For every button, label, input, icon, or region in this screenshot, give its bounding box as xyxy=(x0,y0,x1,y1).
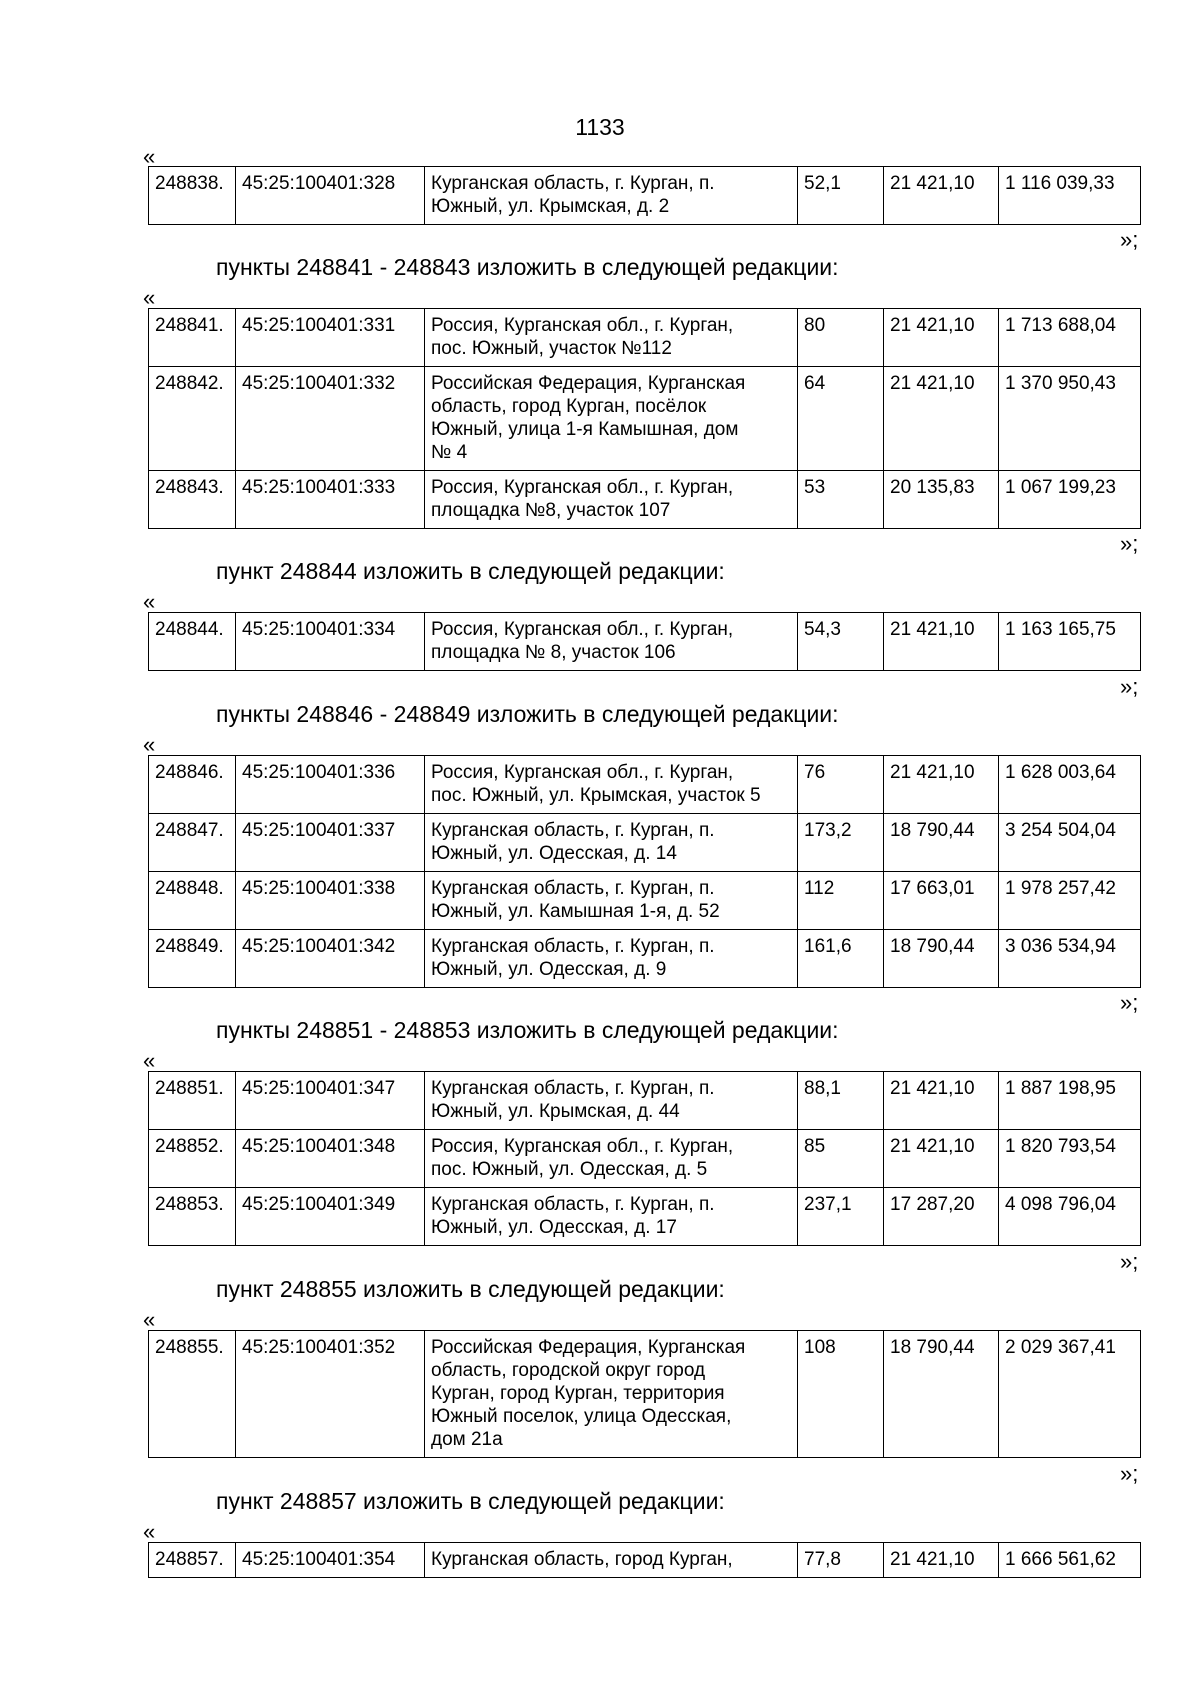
registry-table xyxy=(148,166,1141,225)
registry-table xyxy=(148,1542,1141,1578)
table-row xyxy=(149,1130,1141,1188)
price-per-unit: 17 663,01 xyxy=(884,872,999,930)
cadastral-number: 45:25:100401:336 xyxy=(236,756,425,814)
area: 85 xyxy=(798,1130,884,1188)
cadastral-value: 1 978 257,42 xyxy=(999,872,1141,930)
table-row xyxy=(149,930,1141,988)
address: Курганская область, г. Курган, п. Южный, ул. Одесская, д. 14 xyxy=(425,814,798,872)
price-per-unit: 21 421,10 xyxy=(884,367,999,471)
price-per-unit: 21 421,10 xyxy=(884,309,999,367)
section-heading: пункт 248857 изложить в следующей редакции: xyxy=(216,1488,725,1514)
section-heading: пункты 248841 - 248843 изложить в следующей редакции: xyxy=(216,254,839,280)
area: 161,6 xyxy=(798,930,884,988)
page-number: 1133 xyxy=(575,114,625,140)
address: Курганская область, г. Курган, п. Южный, ул. Крымская, д. 2 xyxy=(425,167,798,225)
cadastral-value: 1 116 039,33 xyxy=(999,167,1141,225)
quote-open: « xyxy=(143,285,156,310)
row-number: 248851. xyxy=(149,1072,236,1130)
price-per-unit: 18 790,44 xyxy=(884,930,999,988)
row-number: 248846. xyxy=(149,756,236,814)
table-row xyxy=(149,1331,1141,1458)
row-number: 248844. xyxy=(149,613,236,671)
registry-table xyxy=(148,1330,1141,1458)
registry-table xyxy=(148,612,1141,671)
cadastral-value: 2 029 367,41 xyxy=(999,1331,1141,1458)
row-number: 248849. xyxy=(149,930,236,988)
area: 108 xyxy=(798,1331,884,1458)
row-number: 248843. xyxy=(149,471,236,529)
row-number: 248857. xyxy=(149,1543,236,1578)
quote-close: »; xyxy=(1120,1461,1139,1486)
cadastral-number: 45:25:100401:348 xyxy=(236,1130,425,1188)
table-row xyxy=(149,471,1141,529)
area: 88,1 xyxy=(798,1072,884,1130)
table-row xyxy=(149,814,1141,872)
registry-table xyxy=(148,1071,1141,1246)
cadastral-number: 45:25:100401:342 xyxy=(236,930,425,988)
quote-close: »; xyxy=(1120,531,1139,556)
price-per-unit: 21 421,10 xyxy=(884,1543,999,1578)
cadastral-value: 1 628 003,64 xyxy=(999,756,1141,814)
address: Курганская область, г. Курган, п. Южный, ул. Одесская, д. 17 xyxy=(425,1188,798,1246)
section-heading: пункт 248855 изложить в следующей редакции: xyxy=(216,1276,725,1302)
cadastral-number: 45:25:100401:328 xyxy=(236,167,425,225)
cadastral-number: 45:25:100401:354 xyxy=(236,1543,425,1578)
quote-close: »; xyxy=(1120,990,1139,1015)
quote-open: « xyxy=(143,589,156,614)
table-row xyxy=(149,756,1141,814)
table-row xyxy=(149,1072,1141,1130)
quote-open: « xyxy=(143,1519,156,1544)
area: 52,1 xyxy=(798,167,884,225)
table-row xyxy=(149,872,1141,930)
cadastral-value: 3 254 504,04 xyxy=(999,814,1141,872)
quote-close: »; xyxy=(1120,1249,1139,1274)
cadastral-number: 45:25:100401:352 xyxy=(236,1331,425,1458)
area: 54,3 xyxy=(798,613,884,671)
row-number: 248848. xyxy=(149,872,236,930)
table-row xyxy=(149,367,1141,471)
price-per-unit: 21 421,10 xyxy=(884,1130,999,1188)
address: Курганская область, г. Курган, п. Южный, ул. Камышная 1-я, д. 52 xyxy=(425,872,798,930)
address: Курганская область, г. Курган, п. Южный, ул. Одесская, д. 9 xyxy=(425,930,798,988)
row-number: 248855. xyxy=(149,1331,236,1458)
row-number: 248852. xyxy=(149,1130,236,1188)
area: 237,1 xyxy=(798,1188,884,1246)
area: 173,2 xyxy=(798,814,884,872)
quote-open: « xyxy=(143,1307,156,1332)
cadastral-value: 3 036 534,94 xyxy=(999,930,1141,988)
address: Курганская область, г. Курган, п. Южный, ул. Крымская, д. 44 xyxy=(425,1072,798,1130)
cadastral-value: 1 067 199,23 xyxy=(999,471,1141,529)
quote-open: « xyxy=(143,732,156,757)
table-row xyxy=(149,309,1141,367)
cadastral-number: 45:25:100401:347 xyxy=(236,1072,425,1130)
cadastral-number: 45:25:100401:338 xyxy=(236,872,425,930)
address: Российская Федерация, Курганская область, городской округ город Курган, город Курган, территория Южный поселок, улица Одесская, дом 21а xyxy=(425,1331,798,1458)
price-per-unit: 20 135,83 xyxy=(884,471,999,529)
section-heading: пункт 248844 изложить в следующей редакции: xyxy=(216,558,725,584)
registry-table xyxy=(148,755,1141,988)
area: 77,8 xyxy=(798,1543,884,1578)
row-number: 248853. xyxy=(149,1188,236,1246)
cadastral-number: 45:25:100401:332 xyxy=(236,367,425,471)
cadastral-value: 4 098 796,04 xyxy=(999,1188,1141,1246)
cadastral-value: 1 820 793,54 xyxy=(999,1130,1141,1188)
area: 80 xyxy=(798,309,884,367)
registry-table xyxy=(148,308,1141,529)
address: Российская Федерация, Курганская область, город Курган, посёлок Южный, улица 1-я Камышная, дом № 4 xyxy=(425,367,798,471)
cadastral-value: 1 163 165,75 xyxy=(999,613,1141,671)
address: Россия, Курганская обл., г. Курган, пос. Южный, ул. Одесская, д. 5 xyxy=(425,1130,798,1188)
price-per-unit: 18 790,44 xyxy=(884,814,999,872)
table-row xyxy=(149,1543,1141,1578)
quote-close: »; xyxy=(1120,227,1139,252)
cadastral-number: 45:25:100401:331 xyxy=(236,309,425,367)
table-row xyxy=(149,167,1141,225)
cadastral-number: 45:25:100401:334 xyxy=(236,613,425,671)
area: 64 xyxy=(798,367,884,471)
price-per-unit: 17 287,20 xyxy=(884,1188,999,1246)
area: 53 xyxy=(798,471,884,529)
section-heading: пункты 248851 - 248853 изложить в следующей редакции: xyxy=(216,1017,839,1043)
price-per-unit: 21 421,10 xyxy=(884,613,999,671)
cadastral-number: 45:25:100401:333 xyxy=(236,471,425,529)
cadastral-value: 1 370 950,43 xyxy=(999,367,1141,471)
row-number: 248847. xyxy=(149,814,236,872)
price-per-unit: 21 421,10 xyxy=(884,167,999,225)
row-number: 248838. xyxy=(149,167,236,225)
cadastral-number: 45:25:100401:337 xyxy=(236,814,425,872)
table-row xyxy=(149,613,1141,671)
address: Россия, Курганская обл., г. Курган, площадка №8, участок 107 xyxy=(425,471,798,529)
price-per-unit: 21 421,10 xyxy=(884,1072,999,1130)
address: Россия, Курганская обл., г. Курган, площадка № 8, участок 106 xyxy=(425,613,798,671)
row-number: 248842. xyxy=(149,367,236,471)
quote-open: « xyxy=(143,144,156,169)
price-per-unit: 21 421,10 xyxy=(884,756,999,814)
quote-open: « xyxy=(143,1048,156,1073)
price-per-unit: 18 790,44 xyxy=(884,1331,999,1458)
row-number: 248841. xyxy=(149,309,236,367)
cadastral-value: 1 666 561,62 xyxy=(999,1543,1141,1578)
quote-close: »; xyxy=(1120,674,1139,699)
address: Россия, Курганская обл., г. Курган, пос. Южный, ул. Крымская, участок 5 xyxy=(425,756,798,814)
area: 76 xyxy=(798,756,884,814)
cadastral-value: 1 887 198,95 xyxy=(999,1072,1141,1130)
area: 112 xyxy=(798,872,884,930)
table-row xyxy=(149,1188,1141,1246)
section-heading: пункты 248846 - 248849 изложить в следующей редакции: xyxy=(216,701,839,727)
address: Курганская область, город Курган, xyxy=(425,1543,798,1578)
cadastral-value: 1 713 688,04 xyxy=(999,309,1141,367)
cadastral-number: 45:25:100401:349 xyxy=(236,1188,425,1246)
address: Россия, Курганская обл., г. Курган, пос. Южный, участок №112 xyxy=(425,309,798,367)
